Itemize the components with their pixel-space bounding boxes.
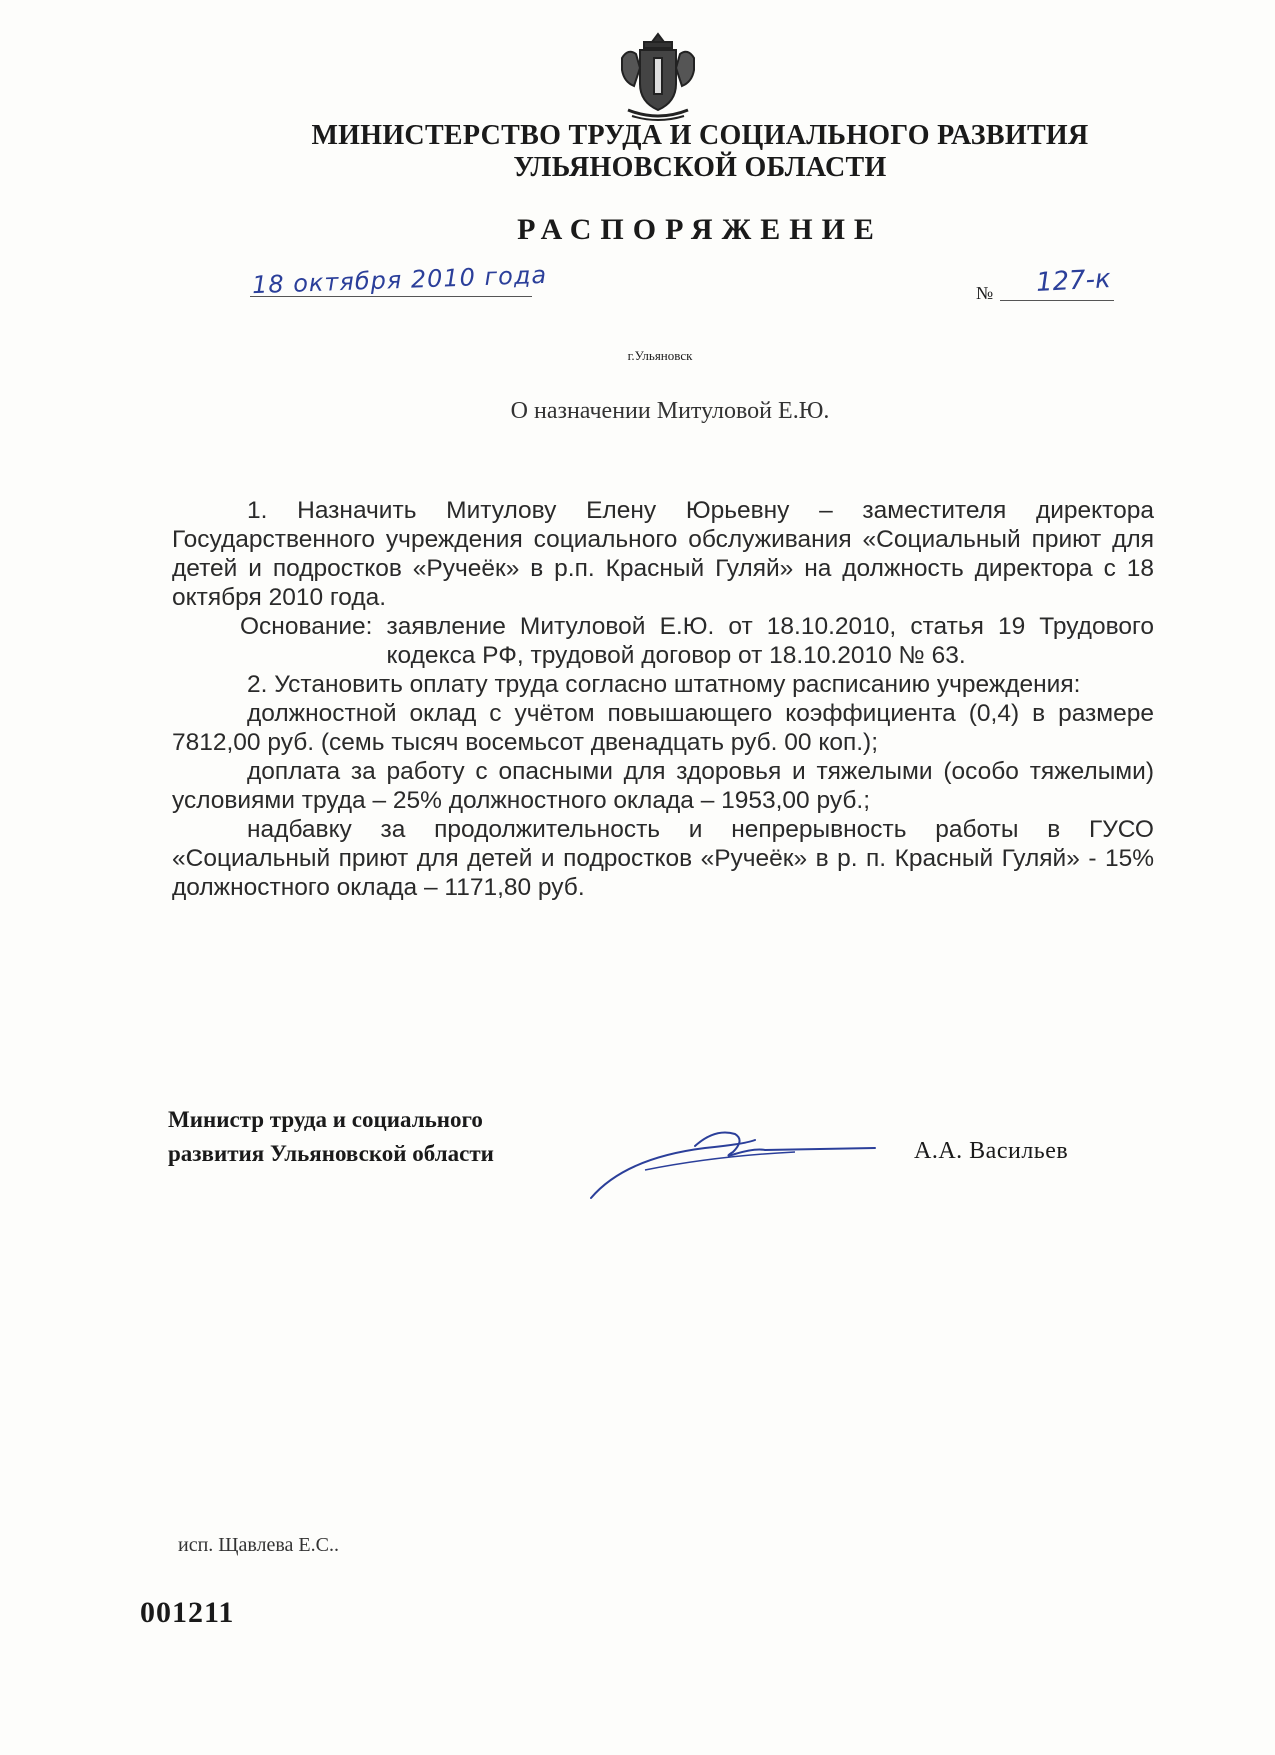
ministry-name-line2: УЛЬЯНОВСКОЙ ОБЛАСТИ [513,152,887,183]
signer-title-line2: развития Ульяновской области [168,1141,494,1166]
serial-number: 001211 [140,1596,235,1629]
handwritten-number: 127-к [1035,264,1112,298]
handwritten-signature [585,1118,885,1208]
ministry-name [200,120,1200,184]
handwritten-date: 18 октября 2010 года [251,260,548,300]
basis-label: Основание: [240,613,373,640]
basis-text: заявление Митуловой Е.Ю. от 18.10.2010, статья 19 Трудового кодекса РФ, трудовой договор от 18.10.2010 № 63. [386,613,1154,669]
document-type-title: РАСПОРЯЖЕНИЕ [517,213,883,246]
number-label: № [976,283,994,303]
city-label: г.Ульяновск [627,348,693,363]
order-item-1: 1. Назначить Митулову Елену Юрьевну – заместителя директора Государственного учреждения социального обслуживания «Социальный приют для детей и подростков «Ручеёк» в р.п. Красный Гуляй» на должность директора с 18 октября 2010 года. [172,497,1154,611]
number-underline [1000,300,1114,301]
ministry-name-line1: МИНИСТЕРСТВО ТРУДА И СОЦИАЛЬНОГО РАЗВИТИЯ [311,120,1089,151]
order-body [172,496,1154,902]
order-item-2: 2. Установить оплату труда согласно штатному расписанию учреждения: [247,671,1081,698]
signer-name: А.А. Васильев [914,1138,1069,1164]
signer-title [168,1103,494,1171]
executor-note: исп. Щавлева Е.С.. [178,1534,339,1556]
date-underline [250,296,532,297]
hazard-pay-paragraph: доплата за работу с опасными для здоровья и тяжелыми (особо тяжелыми) условиями труда – 25% должностного оклада – 1953,00 руб.; [172,758,1154,814]
seniority-pay-paragraph: надбавку за продолжительность и непрерывность работы в ГУСО «Социальный приют для детей и подростков «Ручеёк» в р. п. Красный Гуляй» - 15% должностного оклада – 1171,80 руб. [172,816,1154,901]
signer-title-line1: Министр труда и социального [168,1107,483,1132]
order-subject: О назначении Митуловой Е.Ю. [510,398,830,424]
basis-block [240,612,1154,670]
salary-paragraph: должностной оклад с учётом повышающего коэффициента (0,4) в размере 7812,00 руб. (семь тысяч восемьсот двенадцать руб. 00 коп.); [172,700,1154,756]
coat-of-arms-emblem [614,28,702,124]
